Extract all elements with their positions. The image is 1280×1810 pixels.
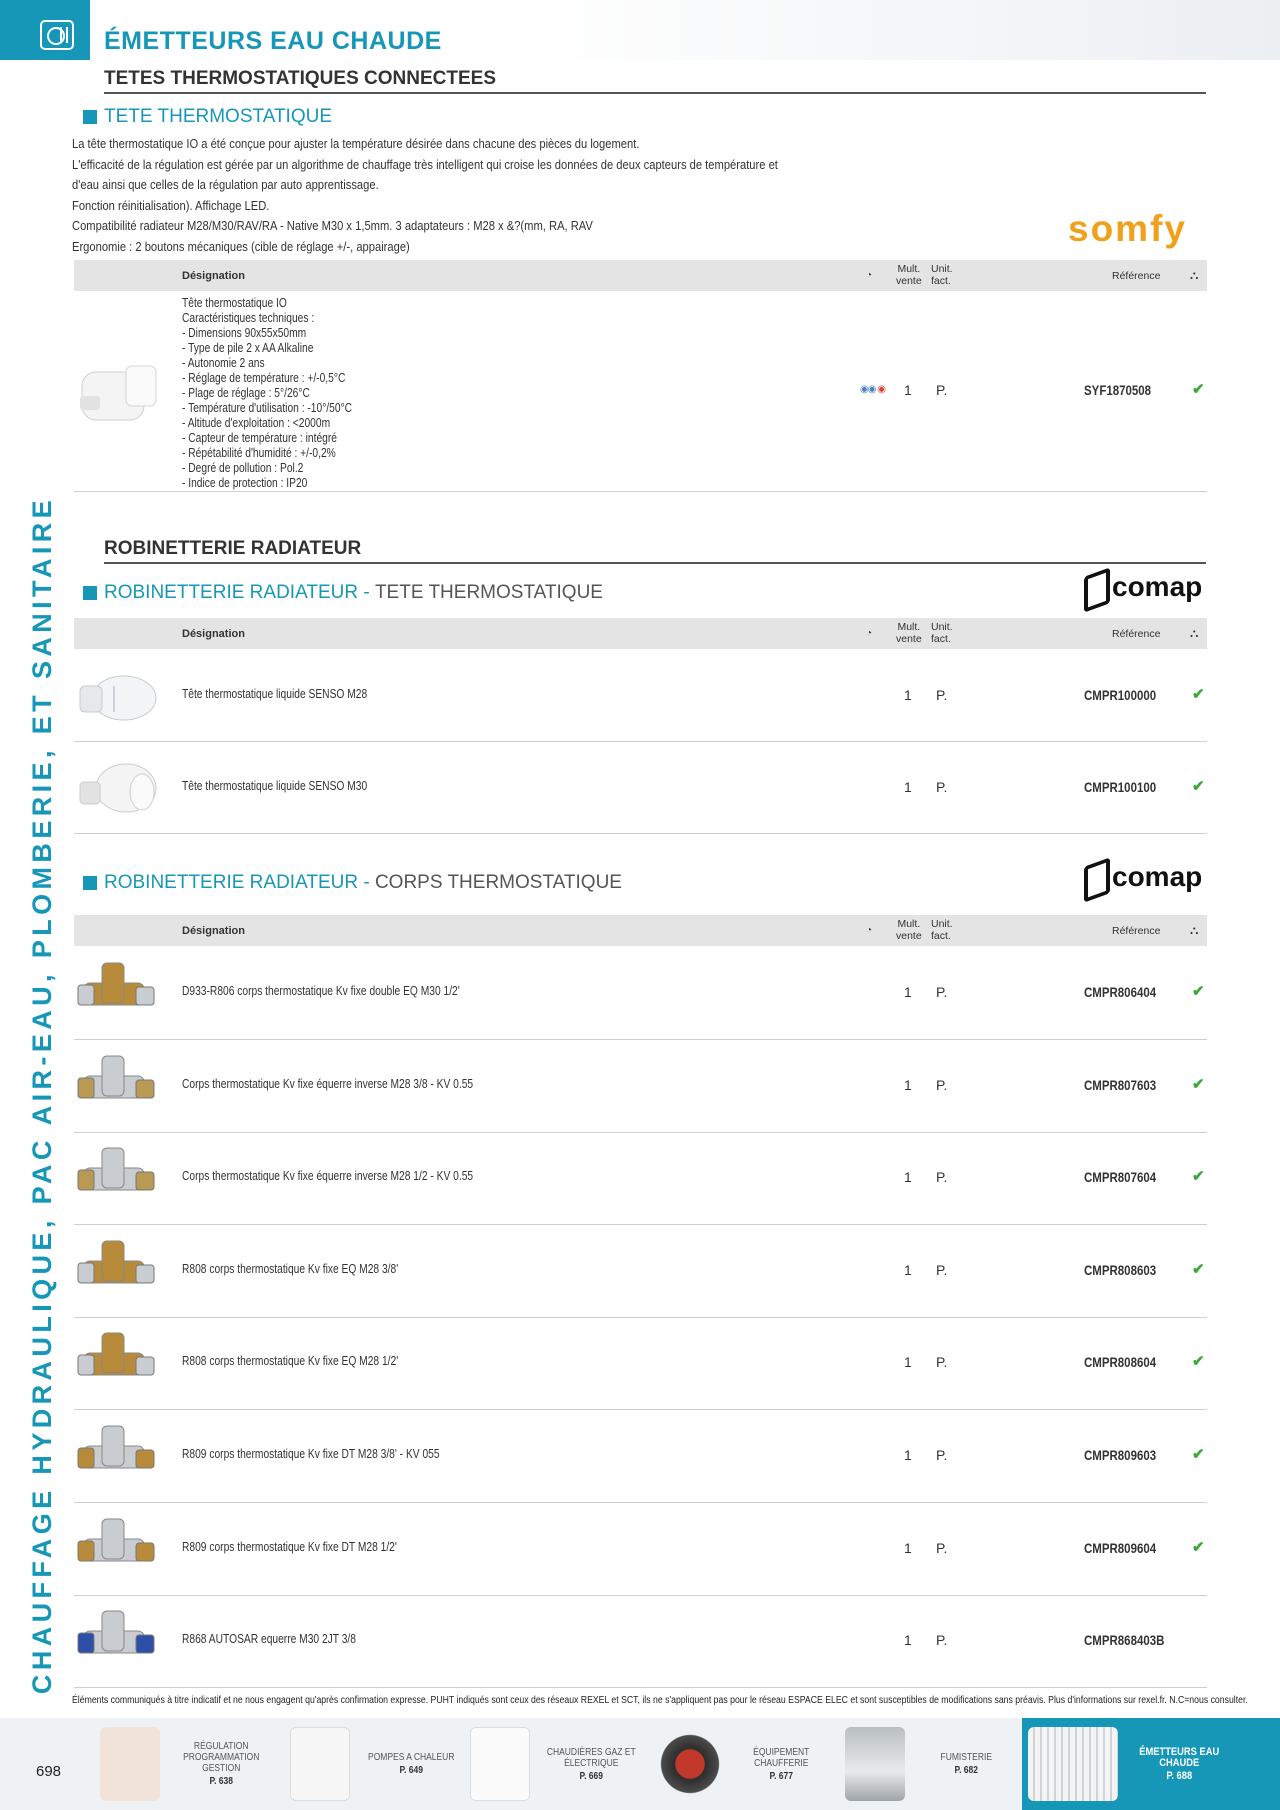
table-row — [74, 292, 1207, 492]
page-number: 698 — [36, 1763, 62, 1780]
reference-value[interactable]: CMPR809603 — [1084, 1447, 1157, 1463]
comap-mark-icon — [1082, 570, 1106, 604]
reference-value[interactable]: CMPR806404 — [1084, 984, 1157, 1000]
reference-value[interactable]: CMPR100100 — [1084, 779, 1157, 795]
mult-value: 1 — [904, 1262, 912, 1278]
unit-value: P. — [936, 1540, 948, 1556]
table-row: Tête thermostatique liquide SENSO M28 1 P. CMPR100000 ✔ — [74, 650, 1207, 742]
in-stock-check-icon: ✔ — [1192, 1353, 1205, 1370]
reference-value[interactable]: CMPR808604 — [1084, 1354, 1157, 1370]
square-bullet-icon — [83, 110, 97, 124]
nav-thumb-image — [100, 1727, 160, 1801]
square-bullet-icon — [83, 586, 97, 600]
table-row — [74, 1410, 1207, 1503]
designation-value: R809 corps thermostatique Kv fixe DT M28 1/2' — [182, 1540, 397, 1554]
designation-value: R868 AUTOSAR equerre M30 2JT 3/8 — [182, 1632, 356, 1646]
unit-value: P. — [936, 1169, 948, 1185]
product-description — [72, 134, 829, 257]
product-image-thermostatic-head — [74, 352, 164, 432]
unit-value: P. — [936, 1077, 948, 1093]
in-stock-check-icon: ✔ — [1192, 1446, 1205, 1463]
table-row — [74, 1225, 1207, 1318]
table-header — [74, 260, 1207, 291]
stock-icon: ⛬ — [1190, 626, 1199, 640]
product-image-valve-body — [74, 1138, 164, 1218]
unit-value: P. — [936, 984, 948, 1000]
designation-value: Corps thermostatique Kv fixe équerre inverse M28 1/2 - KV 0.55 — [182, 1169, 474, 1183]
mult-value: 1 — [904, 984, 912, 1000]
reference-value[interactable]: CMPR808603 — [1084, 1262, 1157, 1278]
col-designation: Désignation — [182, 270, 245, 282]
mult-value: 1 — [904, 1354, 912, 1370]
nav-boiler-room[interactable]: ÉQUIPEMENT CHAUFFERIE P. 677 — [660, 1720, 856, 1808]
nav-heat-pumps[interactable]: POMPES A CHALEUR P. 649 — [290, 1720, 486, 1808]
product-image-valve-body — [74, 1046, 164, 1126]
table-row — [74, 1503, 1207, 1596]
in-stock-check-icon: ✔ — [1192, 686, 1205, 703]
section-heading-connected-heads: TETES THERMOSTATIQUES CONNECTEES — [104, 68, 1206, 94]
nav-regulation[interactable]: RÉGULATION PROGRAMMATION GESTION P. 638 — [100, 1720, 296, 1808]
subheading-thermostatic-head — [83, 106, 332, 128]
designation-value: R809 corps thermostatique Kv fixe DT M28 3/8' - KV 055 — [182, 1447, 440, 1461]
table-row — [74, 1132, 1207, 1225]
mult-value: 1 — [904, 382, 912, 398]
product-image-valve-body — [74, 1416, 164, 1496]
wifi-icon: ◔ — [866, 628, 873, 639]
nav-thumb-image — [660, 1727, 720, 1801]
product-image-valve-body — [74, 1323, 164, 1403]
description-line: Ergonomie : 2 boutons mécaniques (cible de réglage +/-, appairage) — [72, 238, 410, 254]
designation-value: Corps thermostatique Kv fixe équerre inverse M28 3/8 - KV 0.55 — [182, 1077, 474, 1091]
nav-water-emitters-active[interactable]: ÉMETTEURS EAU CHAUDE P. 688 — [1022, 1718, 1280, 1810]
wifi-icon: ◔ — [866, 270, 873, 281]
product-image-valve-body — [74, 1509, 164, 1589]
designation-value: Tête thermostatique liquide SENSO M30 — [182, 779, 368, 793]
in-stock-check-icon: ✔ — [1192, 1261, 1205, 1278]
section-heading-radiator-valves: ROBINETTERIE RADIATEUR — [104, 538, 1206, 564]
reference-value[interactable]: CMPR809604 — [1084, 1540, 1157, 1556]
unit-value: P. — [936, 1632, 948, 1648]
reference-value[interactable]: CMPR100000 — [1084, 687, 1157, 703]
comap-logo: comap — [1082, 570, 1202, 604]
mult-value: 1 — [904, 1540, 912, 1556]
nav-thumb-image — [845, 1727, 905, 1801]
table-header: Désignation ◔ Mult. vente Unit. fact. Référence ⛬ — [74, 915, 1207, 946]
description-line: Fonction réinitialisation). Affichage LED. — [72, 197, 270, 213]
table-header: Désignation ◔ Mult. vente Unit. fact. Référence ⛬ — [74, 618, 1207, 649]
mult-value: 1 — [904, 1169, 912, 1185]
reference-value[interactable]: CMPR807603 — [1084, 1077, 1157, 1093]
connectivity-icons: ◉◉ ◉ — [860, 384, 885, 395]
footnote: Éléments communiqués à titre indicatif et ne nous engagent qu'après confirmation expresse. PUHT indiqués sont ceux des réseaux REXEL et SCT, ils ne s'appliquent pas pour le réseau ESPACE ELEC et sont susceptibles de modifications sans préavis. Plus d'informations sur rexel.fr. N.C=nous consulter. — [72, 1695, 1248, 1706]
somfy-logo: somfy — [1068, 208, 1187, 249]
mult-value: 1 — [904, 1447, 912, 1463]
unit-value: P. — [936, 1354, 948, 1370]
table-row — [74, 1595, 1207, 1688]
unit-value: P. — [936, 382, 948, 398]
reference-value[interactable]: SYF1870508 — [1084, 382, 1152, 398]
nav-boilers[interactable]: CHAUDIÈRES GAZ ET ÉLECTRIQUE P. 669 — [470, 1720, 666, 1808]
table-row — [74, 1040, 1207, 1133]
mult-value: 1 — [904, 1632, 912, 1648]
product-image-valve-body — [74, 953, 164, 1033]
unit-value: P. — [936, 1447, 948, 1463]
table-row — [74, 947, 1207, 1040]
description-line: La tête thermostatique IO a été conçue pour ajuster la température désirée dans chacune des pièces du logement. — [72, 136, 640, 151]
table-row: Tête thermostatique liquide SENSO M30 1 P. CMPR100100 ✔ — [74, 742, 1207, 834]
radiator-icon — [40, 20, 74, 50]
mult-value: 1 — [904, 1077, 912, 1093]
in-stock-check-icon: ✔ — [1192, 778, 1205, 795]
square-bullet-icon — [83, 876, 97, 890]
description-line: d'eau ainsi que celles de la régulation par auto apprentissage. — [72, 177, 379, 192]
nav-thumb-image — [290, 1727, 350, 1801]
stock-icon: ⛬ — [1190, 923, 1199, 937]
in-stock-check-icon: ✔ — [1192, 1076, 1205, 1093]
category-title: ÉMETTEURS EAU CHAUDE — [104, 27, 442, 55]
subheading-label: TETE THERMOSTATIQUE — [104, 106, 333, 127]
subheading-valve-heads: ROBINETTERIE RADIATEUR - TETE THERMOSTATIQUE — [83, 582, 603, 604]
comap-logo: comap — [1082, 860, 1202, 894]
nav-flue[interactable]: FUMISTERIE P. 682 — [845, 1720, 1041, 1808]
comap-mark-icon — [1082, 860, 1106, 894]
reference-value[interactable]: CMPR807604 — [1084, 1169, 1157, 1185]
side-category-title: CHAUFFAGE HYDRAULIQUE, PAC AIR-EAU, PLOMBERIE, ET SANITAIRE — [27, 495, 57, 1695]
category-corner — [0, 0, 90, 60]
col-reference: Référence — [1112, 270, 1161, 282]
designation-value: R808 corps thermostatique Kv fixe EQ M28 1/2' — [182, 1354, 399, 1368]
product-image-senso-m30 — [74, 748, 164, 828]
in-stock-check-icon: ✔ — [1192, 1539, 1205, 1556]
subheading-valve-bodies: ROBINETTERIE RADIATEUR - CORPS THERMOSTATIQUE — [83, 872, 622, 894]
nav-thumb-image — [470, 1727, 530, 1801]
reference-value[interactable]: CMPR868403B — [1084, 1632, 1165, 1648]
col-unit: Unit. fact. — [931, 263, 953, 287]
wifi-icon: ◔ — [866, 925, 873, 936]
designation-value: D933-R806 corps thermostatique Kv fixe double EQ M30 1/2' — [182, 984, 460, 998]
description-line: L'efficacité de la régulation est gérée par un algorithme de chauffage très intelligent qui croise les données de deux capteurs de température et — [72, 156, 778, 172]
designation-value: Tête thermostatique liquide SENSO M28 — [182, 687, 368, 701]
table-row — [74, 1317, 1207, 1410]
col-mult: Mult. vente — [896, 263, 922, 287]
product-image-valve-body — [74, 1601, 164, 1681]
in-stock-check-icon: ✔ — [1192, 381, 1205, 398]
designation-value: R808 corps thermostatique Kv fixe EQ M28 3/8' — [182, 1262, 399, 1276]
nav-thumb-image — [1028, 1727, 1118, 1801]
product-image-valve-body — [74, 1231, 164, 1311]
product-image-senso-m28 — [74, 656, 164, 736]
product-specs: Tête thermostatique IO Caractéristiques techniques : - Dimensions 90x55x50mm - Type de pile 2 x AA Alkaline - Autonomie 2 ans - Réglage de température : +/-0,5°C - Plage de réglage : 5°/26°C - Température d'utilisation : -10°/50°C - Altitude d'exploitation : <2000m - Capteur de température : intégré - Répétabilité d'humidité : +/-0,2% - Degré de pollution : Pol.2 - Indice de protection : IP20 — [182, 296, 353, 490]
in-stock-check-icon: ✔ — [1192, 983, 1205, 1000]
stock-icon: ⛬ — [1190, 268, 1199, 282]
in-stock-check-icon: ✔ — [1192, 1168, 1205, 1185]
unit-value: P. — [936, 1262, 948, 1278]
description-line: Compatibilité radiateur M28/M30/RAV/RA - Native M30 x 1,5mm. 3 adaptateurs : M28 x &?(mm, RA, RAV — [72, 218, 593, 233]
